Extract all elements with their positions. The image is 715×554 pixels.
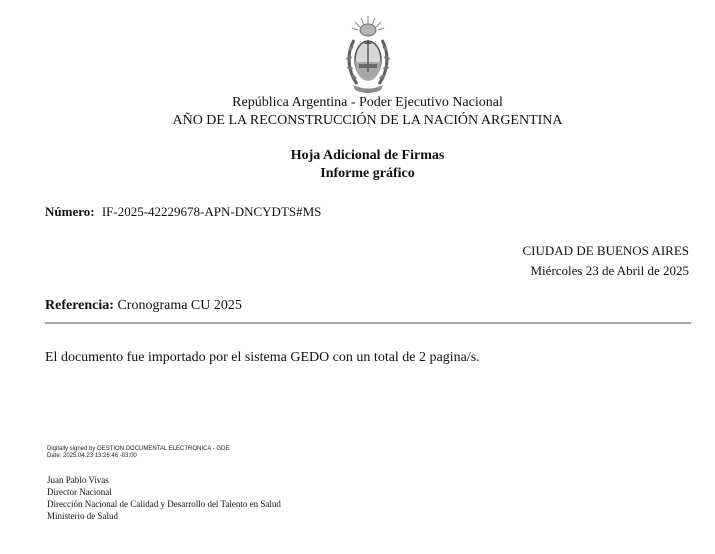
- header-year-motto: AÑO DE LA RECONSTRUCCIÓN DE LA NACIÓN ARGENTINA: [172, 113, 563, 128]
- document-date: Miércoles 23 de Abril de 2025: [530, 263, 689, 278]
- header-agency-line: República Argentina - Poder Ejecutivo Nacional: [232, 95, 503, 110]
- document-subtitle: Informe gráfico: [320, 166, 415, 181]
- section-divider: [45, 322, 691, 324]
- signer-ministry: Ministerio de Salud: [47, 511, 118, 521]
- reference-row: [45, 298, 242, 314]
- signer-block: [47, 474, 281, 522]
- document-number-value: IF-2025-42229678-APN-DNCYDTS#MS: [101, 204, 322, 219]
- reference-label: Referencia:: [45, 298, 114, 313]
- reference-value: Cronograma CU 2025: [117, 298, 242, 313]
- digital-signature-stamp: [47, 446, 229, 460]
- document-body: El documento fue importado por el sistema GEDO con un total de 2 pagina/s.: [45, 350, 480, 365]
- argentina-coat-of-arms-icon: [341, 14, 395, 96]
- signer-department: Dirección Nacional de Calidad y Desarrollo del Talento en Salud: [47, 499, 281, 509]
- digital-signature-signer: Digitally signed by GESTION DOCUMENTAL ELECTRONICA - GDE: [47, 446, 230, 452]
- document-place: CIUDAD DE BUENOS AIRES: [522, 243, 689, 258]
- document-number-label: Número:: [45, 204, 95, 219]
- digital-signature-date: Date: 2025.04.23 13:26:46 -03:00: [47, 453, 137, 459]
- signer-role: Director Nacional: [47, 487, 112, 497]
- document-title: Hoja Adicional de Firmas: [290, 148, 445, 163]
- document-number-row: [45, 204, 321, 220]
- signer-name: Juan Pablo Vivas: [47, 475, 109, 485]
